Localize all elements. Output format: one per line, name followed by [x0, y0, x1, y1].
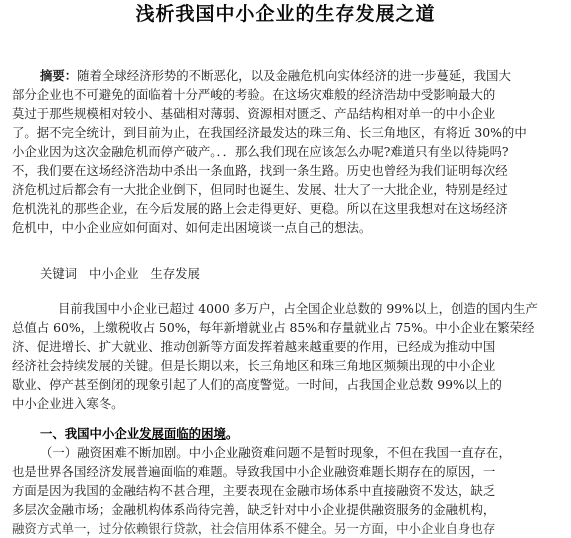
abstract-line: 了。据不完全统计，到目前为止，在我国经济最发达的珠三角、长三角地区，有将近 30%的中 — [12, 125, 527, 140]
abstract-line: 小企业因为这次金融危机而停产破产。．．那么我们现在应该怎么办呢?难道只有坐以待毙吗? — [12, 144, 509, 159]
intro-line: 经济社会持续发展的关键。但是长期以来，长三角地区和珠三角地区频频出现的中小企业 — [12, 358, 496, 373]
keyword-item: 中小企业 — [89, 266, 139, 281]
abstract — [12, 66, 568, 237]
section-heading-emphasis: 发展面临的困境 — [139, 426, 226, 441]
keywords-label: 关键词 — [40, 266, 78, 281]
paragraph-label: （一） — [40, 445, 78, 460]
section-paragraph — [12, 443, 568, 538]
paragraph-line: （一）融资困难不断加剧。中小企业融资难问题不是暂时现象，不但在我国一直存在， — [40, 445, 511, 460]
intro-paragraph — [12, 299, 568, 413]
paragraph-line: 方面是因为我国的金融结构不甚合理，主要表现在金融市场体系中直接融资不发达，缺乏 — [12, 483, 496, 498]
paragraph-line: 也是世界各国经济发展普遍面临的难题。导致我国中小企业融资难题长期存在的原因，一 — [12, 464, 496, 479]
abstract-line: 不，我们要在这场经济浩劫中杀出一条血路，找到一条生路。历史也曾经为我们证明每次经 — [12, 163, 508, 178]
intro-line: 歇业、停产甚至倒闭的现象引起了人们的高度警觉。一时间，占我国企业总数 99%以上的 — [12, 377, 502, 392]
paragraph-line: 多层次金融市场；金融机构体系尚待完善，缺乏针对中小企业提供融资服务的金融机构， — [12, 502, 496, 517]
keywords — [12, 264, 568, 283]
intro-line: 目前我国中小企业已超过 4000 多万户，占全国企业总数的 99%以上，创造的国内生产 — [58, 301, 538, 316]
keyword-item: 生存发展 — [150, 266, 200, 281]
intro-line: 济、促进增长、扩大就业、推动创新等方面发挥着越来越重要的作用，已经成为推动中国 — [12, 339, 496, 354]
abstract-line: 危机中，中小企业应如何面对、如何走出困境谈一点自己的想法。 — [12, 220, 372, 235]
paragraph-line: 融资方式单一，过分依赖银行贷款，社会信用体系不健全。另一方面，中小企业自身也存 — [12, 521, 496, 536]
abstract-line: 济危机过后都会有一大批企业倒下，但同时也诞生、发展、壮大了一大批企业，特别是经过 — [12, 182, 508, 197]
abstract-line: 部分企业也不可避免的面临着十分严峻的考验。在这场灾难般的经济浩劫中受影响最大的 — [12, 87, 496, 102]
section-heading: 一、我国中小企业发展面临的困境。 — [40, 426, 239, 441]
intro-line: 总值占 60%，上缴税收占 50%，每年新增就业占 85%和存量就业占 75%。中小企业在繁荣经 — [12, 320, 535, 335]
abstract-line: 莫过于那些规模相对较小、基础相对薄弱、资源相对匮乏、产品结构相对单一的中小企业 — [12, 106, 496, 121]
intro-line: 中小企业进入寒冬。 — [12, 396, 124, 411]
abstract-line: 危机洗礼的那些企业，在今后发展的路上会走得更好、更稳。所以在这里我想对在这场经济 — [12, 201, 508, 216]
abstract-line: 摘要：随着全球经济形势的不断恶化，以及金融危机向实体经济的进一步蔓延，我国大 — [40, 68, 511, 83]
keywords-line — [12, 264, 568, 283]
abstract-label: 摘要： — [40, 68, 78, 83]
document-title: 浅析我国中小企业的生存发展之道 — [135, 3, 436, 25]
